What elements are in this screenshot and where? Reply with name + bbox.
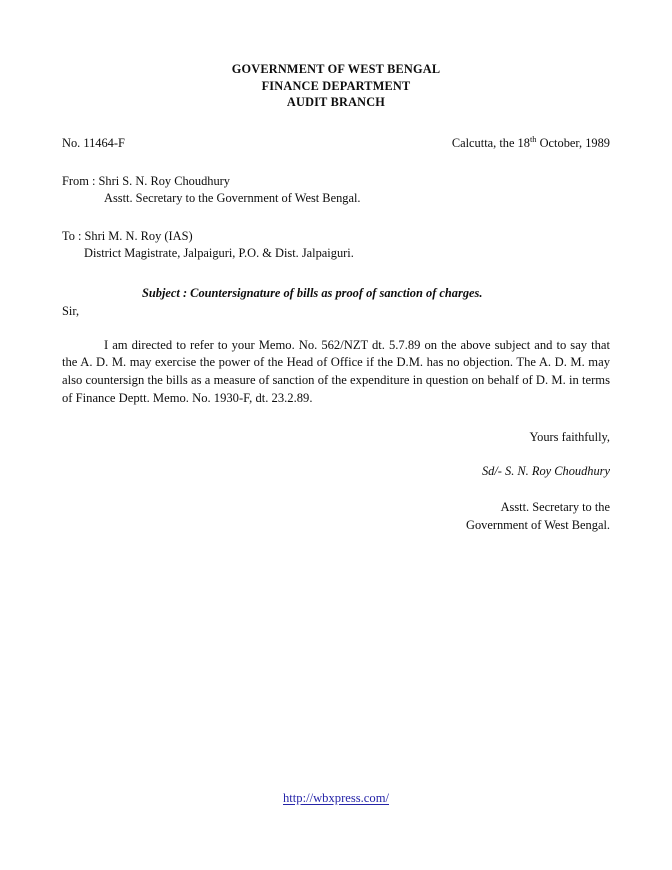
from-designation: Asstt. Secretary to the Government of West Bengal.	[104, 191, 361, 206]
memo-date	[452, 135, 610, 151]
memo-date-prefix: Calcutta, the 18	[451, 135, 530, 150]
footer	[0, 789, 672, 807]
memo-date-ordinal-suffix: th	[529, 133, 537, 144]
signatory-designation	[62, 499, 610, 534]
signatory-designation-line2: Government of West Bengal.	[466, 517, 610, 532]
to-name: To : Shri M. N. Roy (IAS)	[62, 228, 193, 243]
to-block	[62, 228, 610, 263]
from-block	[62, 173, 610, 208]
from-name: From : Shri S. N. Roy Choudhury	[62, 173, 230, 188]
to-address: District Magistrate, Jalpaiguri, P.O. & Dist. Jalpaiguri.	[84, 246, 354, 261]
body-paragraph: I am directed to refer to your Memo. No. 562/NZT dt. 5.7.89 on the above subject and to say that the A. D. M. may exercise the power of the Head of Office if the D.M. has no objection. The A. D. M. may also countersign the bills as a measure of sanction of the expenditure in question on behalf of D. M. in terms of Finance Deptt. Memo. No. 1930-F, dt. 23.2.89.	[62, 337, 610, 405]
masthead-line-government: GOVERNMENT OF WEST BENGAL	[231, 62, 441, 76]
footer-source-link[interactable]: http://wbxpress.com/	[283, 791, 389, 805]
signature-line: Sd/- S. N. Roy Choudhury	[481, 464, 610, 479]
memo-number: No. 11464-F	[62, 135, 125, 150]
salutation: Sir,	[62, 303, 80, 318]
masthead-line-branch: AUDIT BRANCH	[286, 95, 386, 110]
memo-date-rest: October, 1989	[536, 135, 610, 150]
masthead	[62, 0, 610, 111]
closing-salutation: Yours faithfully,	[529, 430, 610, 445]
signatory-designation-line1: Asstt. Secretary to the	[500, 500, 610, 515]
reference-row	[62, 135, 610, 151]
document-content	[62, 0, 610, 534]
subject-line: Subject : Countersignature of bills as proof of sanction of charges.	[142, 285, 483, 300]
masthead-line-department: FINANCE DEPARTMENT	[261, 78, 411, 93]
